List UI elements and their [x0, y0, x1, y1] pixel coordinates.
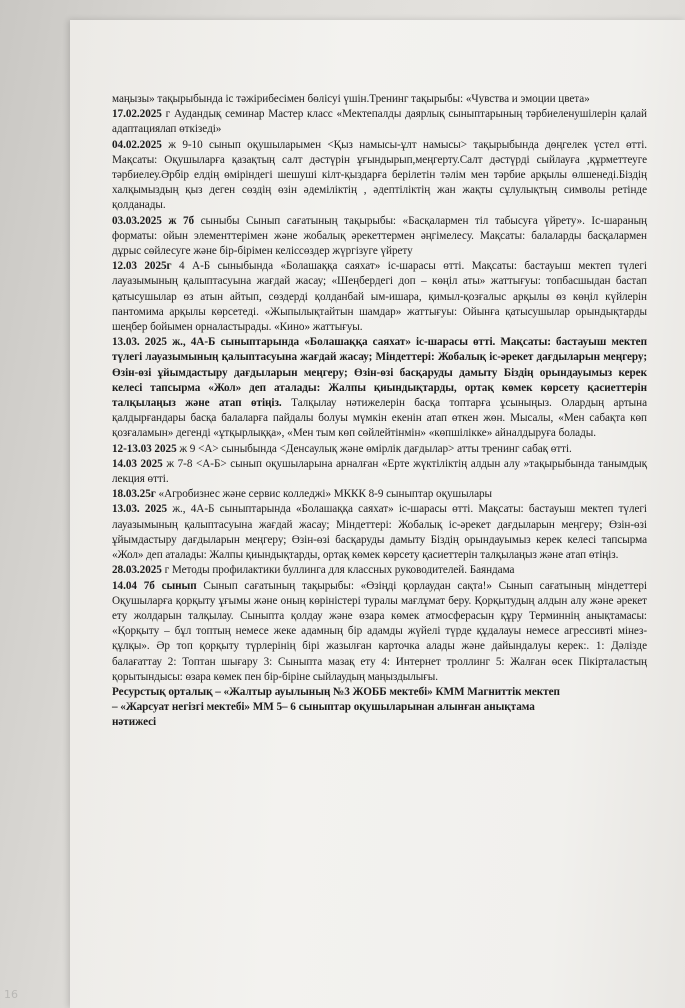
paragraph-11	[112, 563, 647, 578]
paragraph-3	[112, 138, 647, 214]
date-label: 14.03 2025	[112, 457, 163, 470]
heading-line-2: – «Жарсуат негізгі мектебі» ММ 5– 6 сыныптар оқушыларынан алынған анықтама	[112, 701, 535, 714]
paragraph-8	[112, 457, 647, 487]
paragraph-text: ж 7-8 <А-Б> сынып оқушыларына арналған «Ерте жүктіліктің алдын алу »тақырыбында танымдық лекция өтті.	[112, 457, 647, 486]
heading-line-3: нәтижесі	[112, 716, 157, 729]
paragraph-text: Сынып сағатының тақырыбы: «Өзіңді қорлаудан сақта!» Сынып сағатының міндеттері Оқушыларға қорқыту ұғымы және оның көріністері туралы мағлұмат беру. Қорқытудың алдын алу және әрекет ету жолдарын талқылау. Сыныпта қолдау және өзара көмек атмосферасын құру Терминнің анықтамасы: «Қорқыту – бұл топтың немесе жеке адамның бір адамды жүйелі түрде құдалауы немесе агрессивті мінез-құлқы». Әр топ қорқыту түрлерінің бірі жазылған карточка алады және дайындалуы керек:. 1: Дәлізде балағаттау 2: Топтан шығару 3: Сыныпта мазақ ету 4: Интернет троллинг 5: Жалған өсек Пікірталастың қорытындысы: өзара көмек пен бір-біріне сыйлаудың маңыздылығы.	[112, 579, 647, 683]
date-label: 14.04 7б сынып	[112, 579, 197, 592]
date-label: 13.03. 2025	[112, 503, 168, 516]
paragraph-text: ж 9 <А> сыныбында <Денсаулық және өмірлік дағдылар> атты тренинг сабақ өтті.	[176, 442, 572, 455]
paragraph-12	[112, 579, 647, 685]
document-text	[112, 92, 647, 731]
paragraph-text: 4 А-Б сыныбында «Болашаққа саяхат» іс-шарасы өтті. Мақсаты: бастауыш мектеп түлегі лауазымының қалыптасуына жағдай жасау; «Шеңбердегі доп – көңіл аты» жаттығуы: топбасшыдан бастап қатысушылар өз атын айтып, сөздерді қолданбай ым-ишара, қимыл-қозғалыс арқылы өз көңіл күйлерін пантомима арқылы көрсетеді. «Жыпылықтайтын шамдар» жаттығуы: Ойынға қатысушылар орындықтарды шеңбер бойымен орналастырады. «Кино» жаттығуы.	[112, 260, 647, 334]
paragraph-text: «Агробизнес және сервис колледжі» МККК 8-9 сыныптар оқушылары	[155, 488, 492, 501]
paragraph-2	[112, 107, 647, 137]
page-number: 16	[4, 988, 18, 1001]
paragraph-10	[112, 502, 647, 563]
paragraph-6	[112, 335, 647, 441]
paragraph-text: г Методы профилактики буллинга для классных руководителей. Баяндама	[161, 564, 515, 577]
date-label: 17.02.2025	[112, 108, 162, 121]
paragraph-1: маңызы» тақырыбында іс тәжірибесімен бөлісуі үшін.Тренинг тақырыбы: «Чувства и эмоции цвета»	[112, 93, 590, 105]
date-label: 04.02.2025	[112, 138, 162, 151]
paragraph-9	[112, 487, 647, 502]
bold-text: 13.03. 2025 ж., 4А-Б сыныптарында «Болашаққа саяхат» іс-шарасы өтті. Мақсаты: бастауыш мектеп түлегі лауазымының қалыптасуына жағдай жасау; Міндеттері: Жобалық іс-әрекет дағдыларын меңгеру; Өзін-өзі ұйымдастыру дағдыларын меңгеру; Өзін-өзі басқаруды дамыту Біздің орындауымыз керек келесі тапсырма «Жол» деп аталады: Жалпы қиындықтарды, ортақ көмек көрсету қасиеттерін талқылаңыз және атап өтіңіз.	[112, 336, 647, 410]
paragraph-5	[112, 259, 647, 335]
heading-line-1: Ресурстық орталық – «Жалтыр ауылының №3 ЖОББ мектебі» КММ Магниттік мектеп	[112, 685, 560, 698]
paragraph-text: г Аудандық семинар Мастер класс «Мектепалды даярлық сыныптарының тәрбиеленушілерін қалай адаптациялап өткізеді»	[112, 108, 647, 136]
paragraph-4	[112, 214, 647, 260]
date-label: 18.03.25г	[112, 488, 156, 501]
paragraph-text: ж., 4А-Б сыныптарында «Болашаққа саяхат» іс-шарасы өтті. Мақсаты: бастауыш мектеп түлегі лауазымының қалыптасуына жағдай жасау; Міндеттері: Жобалық іс-әрекет дағдыларын меңгеру; Өзін-өзі ұйымдастыру дағдыларын меңгеру; Өзін-өзі басқаруды дамыту Біздің орындауымыз керек келесі тапсырма «Жол» деп аталады: Жалпы қиындықтарды, ортақ көмек көрсету қасиеттерін талқылаңыз және атап өтіңіз.	[112, 503, 647, 562]
date-label: 12-13.03 2025	[112, 442, 177, 455]
paragraph-text: ж 9-10 сынып оқушыларымен <Қыз намысы-ұлт намысы> тақырыбында дөңгелек үстел өтті. Мақсаты: Оқушыларға қазақтың салт дәстүрін ұғындырып,меңгерту.Салт дәстүрді сыйлауға ,құрметтеуге тәрбиелеу.Әрбір елдің өміріндегі шешуші кілт-қыздарға берілетін тәлім мен тәрбие арқылы өлшенеді.Біздің халқымыздың қыз деген сөздің өзін әдеміліктің , әдептіліктің жан жақты сұлулықтың символы ретінде қолданады.	[112, 138, 647, 212]
date-label: 12.03 2025г	[112, 260, 172, 273]
date-label: 28.03.2025	[112, 564, 162, 577]
paragraph-text: Талқылау нәтижелерін басқа топтарға ұсыныңыз. Олардың артына қалдырғандары басқа балаларға пайдалы болуы мүмкін екенін атап өткен жөн. Мысалы, «Мен сабақта көп қозғаламын» дегенді «ұтқырлыққа», «Мен тым көп сөйлейтінмін» «көпшілікке» айналдыруға болады.	[112, 397, 647, 440]
date-label: 03.03.2025 ж 7б	[112, 214, 195, 227]
paragraph-7	[112, 442, 647, 457]
paragraph-text: сыныбы Сынып сағатының тақырыбы: «Басқалармен тіл табысуға үйрету». Іс-шараның форматы: ойын элементтерімен және жобалық әрекеттермен әңгімелесу. Мақсаты: балаларды басқалармен дұрыс сөйлесуге және бір-бірімен келіссөздер жүргізуге үйрету	[112, 214, 647, 258]
